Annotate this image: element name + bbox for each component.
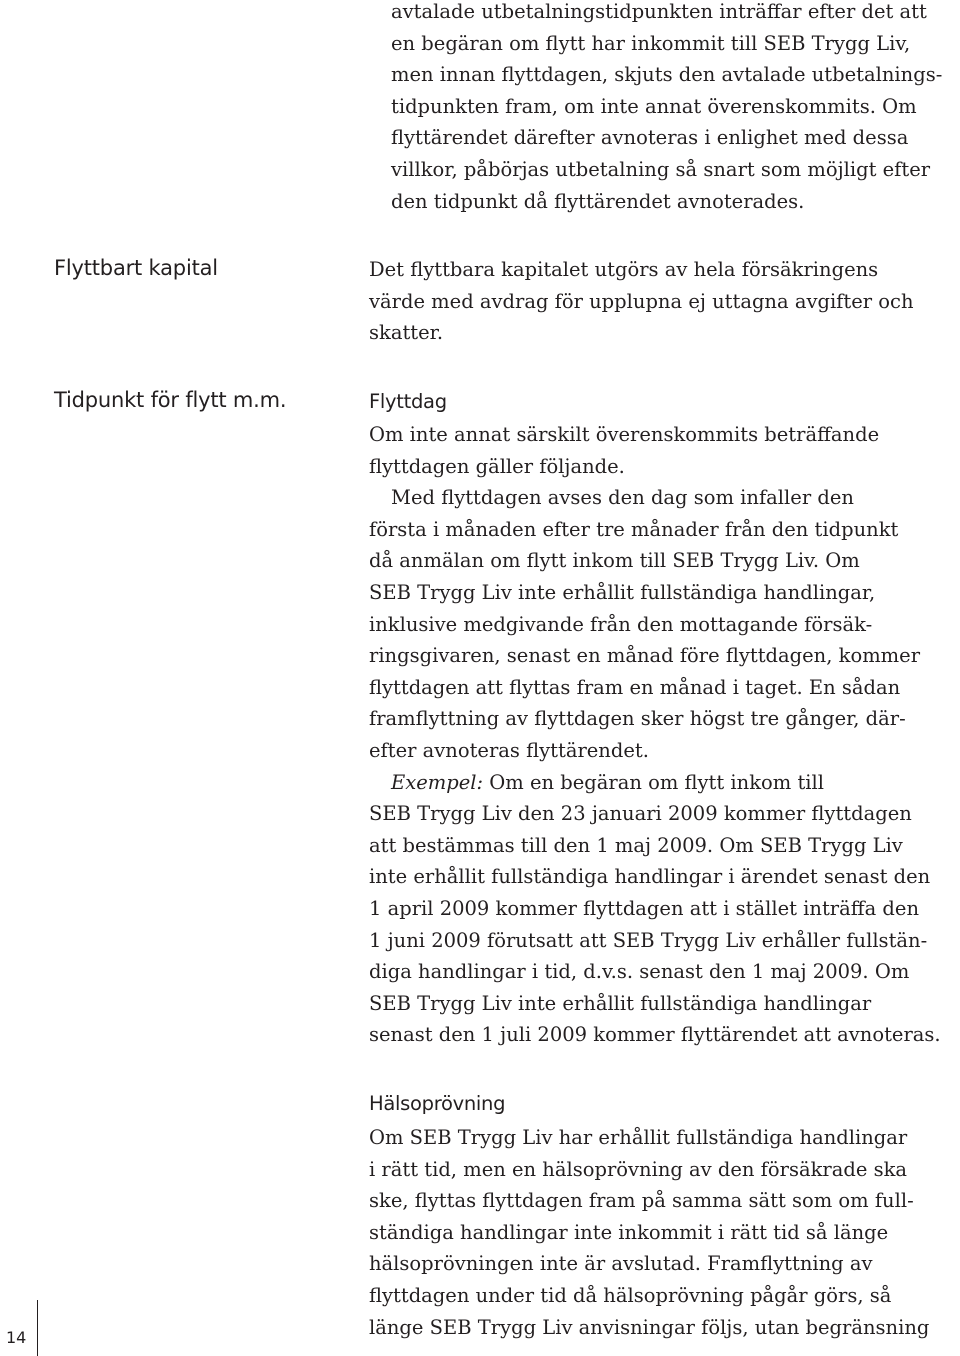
text-line: den tidpunkt då flyttärendet avnoterades. [391,189,805,213]
text-line: flyttdagen under tid då hälsoprövning pågår görs, så [369,1283,892,1307]
text-line: men innan flyttdagen, skjuts den avtalade utbetalnings- [391,63,943,87]
flyttbart-kapital-paragraph [369,254,914,349]
section-heading-tidpunkt: Tidpunkt för flytt m.m. [54,388,287,412]
text-line: länge SEB Trygg Liv anvisningar följs, utan begränsning [369,1315,930,1339]
text-line: första i månaden efter tre månader från den tidpunkt [369,517,899,541]
text-line: skatter. [369,321,444,345]
text-line: ske, flyttas flyttdagen fram på samma sätt som om full- [369,1189,914,1213]
text-line: Med flyttdagen avses den dag som infaller den [391,486,854,510]
intro-paragraph [391,0,942,217]
text-line: hälsoprövningen inte är avslutad. Framflyttning av [369,1252,873,1276]
example-first-line [369,767,941,799]
text-line: flyttdagen gäller följande. [369,454,625,478]
text-line: flyttärendet därefter avnoteras i enlighet med dessa [391,126,909,150]
text-line: 1 juni 2009 förutsatt att SEB Trygg Liv erhåller fullstän- [369,928,928,952]
sub-heading-flyttdag: Flyttdag [369,390,447,413]
text-line: flyttdagen att flyttas fram en månad i taget. En sådan [369,675,901,699]
text-line: inklusive medgivande från den mottagande försäk- [369,612,873,636]
text-line: Om SEB Trygg Liv har erhållit fullständiga handlingar [369,1126,908,1149]
section-heading-flyttbart-kapital: Flyttbart kapital [54,256,218,280]
text-line: inte erhållit fullständiga handlingar i ärendet senast den [369,865,931,889]
text-line: diga handlingar i tid, d.v.s. senast den 1 maj 2009. Om [369,960,910,984]
halsoprovning-body [369,1122,929,1343]
text-line: då anmälan om flytt inkom till SEB Trygg Liv. Om [369,549,860,573]
text-line: Det flyttbara kapitalet utgörs av hela försäkringens [369,258,879,281]
text-line: en begäran om flytt har inkommit till SEB Trygg Liv, [391,31,911,55]
example-first-line-text: Om en begäran om flytt inkom till [483,770,825,794]
text-line: Om inte annat särskilt överenskommits beträffande [369,423,880,446]
text-line: ringsgivaren, senast en månad före flyttdagen, kommer [369,644,921,668]
text-line: 1 april 2009 kommer flyttdagen att i stället inträffa den [369,896,919,920]
text-line: efter avnoteras flyttärendet. [369,738,649,762]
flyttdag-body [369,419,941,1051]
text-line: värde med avdrag för upplupna ej uttagna avgifter och [369,289,914,313]
text-line: senast den 1 juli 2009 kommer flyttärendet att avnoteras. [369,1023,941,1047]
text-line: framflyttning av flyttdagen sker högst tre gånger, där- [369,707,906,731]
page-number: 14 [6,1328,27,1347]
text-line: i rätt tid, men en hälsoprövning av den försäkrade ska [369,1157,908,1181]
text-line: SEB Trygg Liv den 23 januari 2009 kommer flyttdagen [369,802,912,826]
text-line: SEB Trygg Liv inte erhållit fullständiga handlingar, [369,580,876,604]
text-line: avtalade utbetalningstidpunkten inträffar efter det att [391,0,927,23]
text-line: villkor, påbörjas utbetalning så snart som möjligt efter [391,157,931,181]
text-line: tidpunkten fram, om inte annat överenskommits. Om [391,94,917,118]
sub-heading-halsoprovning: Hälsoprövning [369,1092,506,1115]
page-margin-rule [37,1300,38,1356]
example-label: Exempel: [391,770,484,794]
text-line: ständiga handlingar inte inkommit i rätt tid så länge [369,1220,889,1244]
text-line: SEB Trygg Liv inte erhållit fullständiga handlingar [369,991,872,1015]
text-line: att bestämmas till den 1 maj 2009. Om SEB Trygg Liv [369,833,903,857]
